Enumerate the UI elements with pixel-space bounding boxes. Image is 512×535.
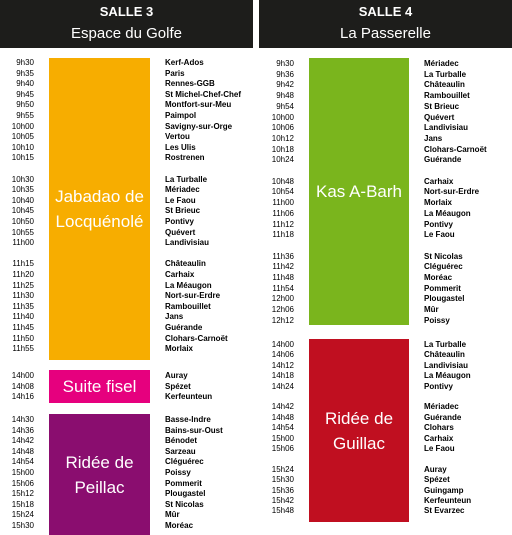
- slot-place: La Turballe: [424, 340, 467, 349]
- salle3-performance-block: [49, 58, 150, 360]
- salle3-header: [0, 0, 253, 48]
- slot-place: Kerfeunteun: [165, 392, 213, 402]
- slot-place: Moréac: [424, 273, 453, 282]
- slot-place: La Méaugon: [424, 208, 471, 218]
- salle3-subtitle: Espace du Golfe: [71, 25, 182, 42]
- slot-time: 9h45: [16, 89, 34, 99]
- slot-time: 9h30: [276, 59, 294, 68]
- slot-time: 9h40: [16, 79, 34, 89]
- slot-time: 14h24: [271, 381, 294, 391]
- slot-place: Pommerit: [424, 283, 461, 293]
- slot-time: 14h00: [11, 371, 34, 380]
- slot-time: 15h12: [11, 489, 34, 499]
- slot-place: Pontivy: [424, 219, 453, 229]
- slot-time: 9h54: [276, 101, 294, 111]
- slot-place: Spézet: [165, 381, 191, 391]
- slot-time: 10h00: [11, 121, 34, 131]
- slot-place: Morlaix: [165, 344, 194, 354]
- slot-time: 11h54: [272, 283, 294, 293]
- slot-time: 10h18: [271, 144, 294, 154]
- slot-place: Rennes-GGB: [165, 79, 215, 89]
- slot-time: 14h48: [271, 412, 294, 422]
- slot-place: Carhaix: [424, 433, 454, 443]
- salle4-performance-block: [309, 58, 409, 325]
- slot-time: 10h05: [11, 132, 34, 142]
- slot-time: 14h06: [271, 350, 294, 360]
- slot-time: 10h12: [271, 133, 294, 143]
- slot-place: Jans: [165, 312, 184, 322]
- slot-place: La Méaugon: [424, 371, 471, 381]
- slot-time: 14h36: [11, 425, 34, 435]
- salle4-performance-block: [309, 339, 409, 522]
- slot-time: 15h42: [271, 496, 294, 505]
- slot-time: 10h40: [11, 195, 34, 205]
- slot-time: 11h00: [12, 238, 34, 248]
- salle4-title: SALLE 4: [358, 4, 413, 19]
- slot-place: St Brieuc: [424, 101, 460, 111]
- slot-place: Nort-sur-Erdre: [165, 291, 221, 301]
- slot-time: 14h08: [11, 381, 34, 391]
- slot-time: 14h42: [11, 436, 34, 446]
- slot-time: 12h00: [271, 294, 294, 304]
- slot-place: St Evarzec: [424, 506, 465, 516]
- slot-place: Châteaulin: [424, 350, 465, 360]
- slot-time: 15h00: [11, 468, 34, 477]
- slot-time: 10h24: [271, 155, 294, 165]
- slot-time: 11h30: [12, 291, 34, 301]
- slot-place: Poissy: [165, 468, 191, 477]
- slot-time: 14h16: [11, 392, 34, 402]
- slot-time: 14h00: [271, 340, 294, 349]
- slot-time: 15h30: [271, 475, 294, 485]
- slot-time: 15h06: [11, 478, 34, 488]
- slot-place: Pontivy: [165, 217, 194, 226]
- slot-time: 15h18: [11, 499, 34, 509]
- slot-time: 15h36: [271, 485, 294, 495]
- slot-place: Le Faou: [165, 195, 196, 205]
- slot-place: Kerf-Ados: [165, 58, 204, 67]
- slot-place: Poissy: [424, 315, 450, 325]
- slot-time: 9h55: [16, 111, 34, 120]
- slot-place: Paris: [165, 68, 185, 78]
- slot-place: Guérande: [165, 323, 203, 332]
- slot-place: Carhaix: [424, 176, 454, 186]
- slot-time: 14h54: [271, 423, 294, 433]
- slot-time: 11h55: [12, 344, 34, 354]
- slot-time: 11h15: [12, 259, 34, 269]
- slot-time: 15h30: [11, 521, 34, 530]
- slot-time: 10h06: [271, 123, 294, 133]
- slot-time: 11h50: [12, 333, 34, 343]
- slot-time: 9h36: [276, 69, 294, 79]
- slot-place: Landivisiau: [424, 123, 469, 133]
- slot-place: Mériadec: [424, 59, 459, 68]
- slot-time: 15h24: [11, 510, 34, 520]
- slot-place: Rostrenen: [165, 153, 205, 163]
- slot-place: Vertou: [165, 132, 190, 142]
- slot-time: 11h06: [272, 208, 294, 218]
- slot-place: Savigny-sur-Orge: [165, 121, 233, 131]
- slot-place: Bains-sur-Oust: [165, 425, 223, 435]
- slot-place: Mériadec: [424, 402, 459, 412]
- slot-time: 15h00: [271, 433, 294, 443]
- slot-place: Rambouillet: [424, 91, 470, 101]
- slot-place: Plougastel: [424, 294, 465, 304]
- slot-time: 10h10: [11, 142, 34, 152]
- slot-time: 10h54: [271, 187, 294, 197]
- slot-place: Paimpol: [165, 111, 197, 120]
- slot-time: 14h54: [11, 457, 34, 467]
- slot-time: 12h12: [271, 315, 294, 325]
- dance-name: Jabadao de Locquénolé: [55, 187, 144, 231]
- slot-place: St Brieuc: [165, 206, 201, 216]
- slot-time: 14h48: [11, 446, 34, 456]
- slot-place: Mûr: [165, 510, 180, 520]
- slot-place: La Turballe: [165, 174, 208, 184]
- dance-name: Ridée de Peillac: [65, 452, 134, 497]
- slot-time: 11h25: [12, 280, 34, 290]
- slot-place: Les Ulis: [165, 142, 196, 152]
- slot-place: Quévert: [424, 112, 455, 122]
- slot-time: 15h48: [271, 506, 294, 516]
- slot-time: 14h42: [271, 402, 294, 412]
- slot-place: Clohars-Carnoët: [424, 144, 487, 154]
- slot-time: 11h42: [272, 262, 294, 272]
- slot-place: Rambouillet: [165, 301, 211, 311]
- slot-time: 11h48: [272, 273, 294, 282]
- slot-place: Mûr: [424, 305, 439, 315]
- slot-place: Montfort-sur-Meu: [165, 100, 232, 110]
- slot-place: Le Faou: [424, 230, 455, 240]
- slot-place: Guérande: [424, 155, 462, 165]
- slot-place: Landivisiau: [165, 238, 210, 248]
- slot-place: La Méaugon: [165, 280, 212, 290]
- slot-time: 10h55: [11, 227, 34, 237]
- slot-place: Clohars-Carnoët: [165, 333, 228, 343]
- slot-time: 10h30: [11, 174, 34, 184]
- salle4-header: [259, 0, 512, 48]
- slot-place: St Michel-Chef-Chef: [165, 89, 241, 99]
- slot-time: 9h48: [276, 91, 294, 101]
- slot-place: Pommerit: [165, 478, 202, 488]
- slot-time: 9h42: [276, 80, 294, 90]
- slot-place: Châteaulin: [165, 259, 206, 269]
- slot-place: St Nicolas: [165, 499, 204, 509]
- slot-time: 10h15: [11, 153, 34, 163]
- salle3-performance-block: [49, 370, 150, 403]
- slot-time: 11h18: [272, 230, 294, 240]
- slot-time: 12h06: [271, 305, 294, 315]
- slot-place: Auray: [424, 464, 447, 474]
- slot-time: 11h00: [272, 198, 294, 208]
- slot-place: Guingamp: [424, 485, 464, 495]
- slot-place: Basse-Indre: [165, 415, 211, 424]
- slot-place: Carhaix: [165, 270, 195, 279]
- slot-place: Kerfeunteun: [424, 496, 472, 505]
- slot-time: 14h30: [11, 415, 34, 424]
- slot-time: 10h45: [11, 206, 34, 216]
- slot-place: Bénodet: [165, 436, 197, 446]
- slot-place: Morlaix: [424, 198, 453, 208]
- slot-place: Jans: [424, 133, 443, 143]
- slot-time: 10h48: [271, 176, 294, 186]
- slot-place: Clohars: [424, 423, 454, 433]
- slot-place: Quévert: [165, 227, 196, 237]
- slot-place: Landivisiau: [424, 360, 469, 370]
- slot-time: 10h00: [271, 112, 294, 122]
- slot-place: Cléguérec: [424, 262, 463, 272]
- salle4-subtitle: La Passerelle: [340, 25, 431, 42]
- slot-place: Châteaulin: [424, 80, 465, 90]
- slot-time: 10h50: [11, 217, 34, 226]
- slot-time: 11h12: [272, 219, 294, 229]
- slot-place: St Nicolas: [424, 251, 463, 261]
- slot-place: Le Faou: [424, 444, 455, 453]
- slot-place: Auray: [165, 371, 188, 380]
- slot-time: 15h24: [271, 464, 294, 474]
- slot-time: 11h36: [272, 251, 294, 261]
- slot-place: Nort-sur-Erdre: [424, 187, 480, 197]
- slot-time: 11h40: [12, 312, 34, 322]
- slot-time: 11h35: [12, 301, 34, 311]
- slot-place: Sarzeau: [165, 446, 196, 456]
- slot-place: Plougastel: [165, 489, 206, 499]
- dance-name: Ridée de Guillac: [324, 408, 394, 453]
- salle3-performance-block: [49, 414, 150, 535]
- dance-name: Suite fisel: [62, 377, 137, 396]
- slot-time: 14h12: [271, 360, 294, 370]
- slot-place: Cléguérec: [165, 457, 204, 467]
- dance-name: Kas A-Barh: [316, 182, 402, 201]
- slot-place: Spézet: [424, 475, 450, 485]
- slot-time: 9h50: [16, 100, 34, 110]
- slot-time: 9h30: [16, 58, 34, 67]
- slot-place: La Turballe: [424, 69, 467, 79]
- slot-time: 11h20: [12, 270, 34, 279]
- slot-place: Guérande: [424, 412, 462, 422]
- slot-time: 15h06: [271, 444, 294, 453]
- slot-time: 9h35: [16, 68, 34, 78]
- slot-time: 11h45: [12, 323, 34, 332]
- slot-place: Pontivy: [424, 381, 453, 391]
- slot-place: Moréac: [165, 521, 194, 530]
- salle3-title: SALLE 3: [99, 4, 154, 19]
- slot-time: 10h35: [11, 185, 34, 195]
- slot-place: Mériadec: [165, 185, 200, 195]
- slot-time: 14h18: [271, 371, 294, 381]
